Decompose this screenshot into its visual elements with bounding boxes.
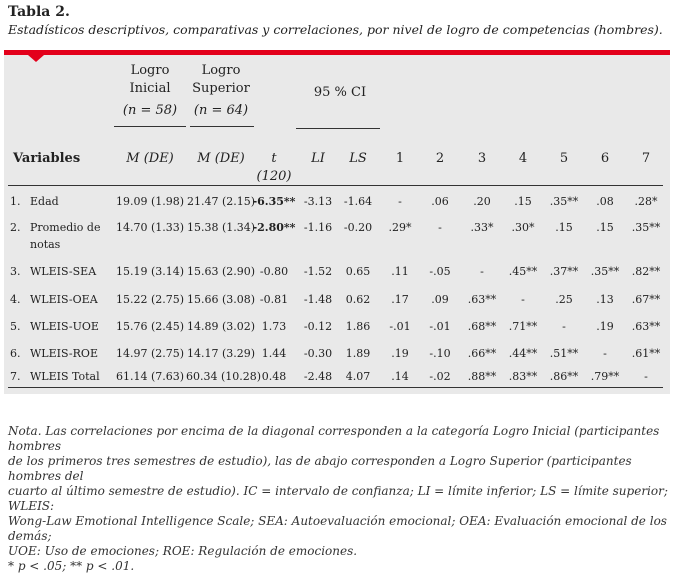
cell-c5: .86** bbox=[549, 370, 579, 383]
ci-header: 95 % CI bbox=[313, 85, 367, 100]
cell-li: -0.30 bbox=[303, 347, 333, 360]
cell-li: -1.52 bbox=[303, 265, 333, 278]
cell-n: 3. bbox=[10, 265, 21, 278]
cell-c5: .37** bbox=[549, 265, 579, 278]
group2-n: (n = 64) bbox=[193, 103, 249, 118]
cell-c1: .17 bbox=[391, 293, 409, 306]
cell-t: -2.80** bbox=[252, 221, 296, 234]
cell-variable: Promedio de bbox=[30, 221, 101, 234]
note-line-4: Wong-Law Emotional Intelligence Scale; SEA: Autoevaluación emocional; OEA: Evaluación emocional de los demás; bbox=[8, 514, 667, 543]
cell-c7: .61** bbox=[631, 347, 661, 360]
cell-m2: 15.63 (2.90) bbox=[186, 265, 256, 278]
cell-c4: .44** bbox=[508, 347, 538, 360]
cell-c5: .25 bbox=[555, 293, 573, 306]
cell-variable: Edad bbox=[30, 195, 59, 208]
cell-variable: WLEIS Total bbox=[30, 370, 100, 383]
t-header bbox=[252, 150, 296, 186]
cell-c4: - bbox=[521, 293, 525, 306]
group1-underline bbox=[114, 126, 186, 127]
cell-c5: .15 bbox=[555, 221, 573, 234]
cell-c2: .09 bbox=[431, 293, 449, 306]
cell-c1: .19 bbox=[391, 347, 409, 360]
cell-c6: .08 bbox=[596, 195, 614, 208]
cell-c2: -.01 bbox=[429, 320, 451, 333]
cell-m2: 15.66 (3.08) bbox=[186, 293, 256, 306]
cell-m1: 19.09 (1.98) bbox=[115, 195, 185, 208]
group1-header bbox=[114, 62, 186, 120]
cell-t: -6.35** bbox=[252, 195, 296, 208]
cell-c3: .63** bbox=[467, 293, 497, 306]
cell-n: 4. bbox=[10, 293, 21, 306]
cell-ls: 0.65 bbox=[345, 265, 371, 278]
accent-bar bbox=[4, 50, 670, 55]
cell-c4: .30* bbox=[511, 221, 535, 234]
m2-header: M (DE) bbox=[197, 151, 245, 166]
variables-header: Variables bbox=[13, 151, 81, 166]
group2-line2: Superior bbox=[192, 81, 250, 96]
cell-li: -2.48 bbox=[303, 370, 333, 383]
cell-c2: -.05 bbox=[429, 265, 451, 278]
cell-m1: 61.14 (7.63) bbox=[115, 370, 185, 383]
cell-ls: 1.86 bbox=[345, 320, 371, 333]
m1-header: M (DE) bbox=[126, 151, 174, 166]
cell-c3: .88** bbox=[467, 370, 497, 383]
cell-ls: 1.89 bbox=[345, 347, 371, 360]
cell-c6: .79** bbox=[590, 370, 620, 383]
cell-n: 5. bbox=[10, 320, 21, 333]
cell-c3: - bbox=[480, 265, 484, 278]
cell-c6: - bbox=[603, 347, 607, 360]
cell-c7: .67** bbox=[631, 293, 661, 306]
cell-c1: .29* bbox=[388, 221, 412, 234]
cell-li: -0.12 bbox=[303, 320, 333, 333]
cell-c6: .13 bbox=[596, 293, 614, 306]
cell-c3: .20 bbox=[473, 195, 491, 208]
li-header: LI bbox=[311, 151, 325, 166]
group2-underline bbox=[190, 126, 254, 127]
cell-n: 6. bbox=[10, 347, 21, 360]
cell-c5: .51** bbox=[549, 347, 579, 360]
cell-c1: -.01 bbox=[389, 320, 411, 333]
cell-t: -0.81 bbox=[259, 293, 289, 306]
cell-m2: 15.38 (1.34) bbox=[186, 221, 256, 234]
col7-header: 7 bbox=[641, 151, 651, 166]
cell-m1: 15.76 (2.45) bbox=[115, 320, 185, 333]
col1-header: 1 bbox=[395, 151, 405, 166]
cell-t: 0.48 bbox=[261, 370, 287, 383]
note-line-6: * p < .05; ** p < .01. bbox=[8, 559, 135, 573]
cell-c1: - bbox=[398, 195, 402, 208]
cell-c7: .28* bbox=[634, 195, 658, 208]
cell-li: -3.13 bbox=[303, 195, 333, 208]
cell-m1: 14.97 (2.75) bbox=[115, 347, 185, 360]
cell-c7: - bbox=[644, 370, 648, 383]
cell-c7: .35** bbox=[631, 221, 661, 234]
cell-c2: .06 bbox=[431, 195, 449, 208]
ci-underline bbox=[296, 128, 380, 129]
cell-c4: .83** bbox=[508, 370, 538, 383]
cell-c7: .82** bbox=[631, 265, 661, 278]
cell-ls: -1.64 bbox=[343, 195, 373, 208]
cell-m2: 14.17 (3.29) bbox=[186, 347, 256, 360]
group2-line1: Logro bbox=[201, 63, 241, 78]
cell-variable: WLEIS-OEA bbox=[30, 293, 98, 306]
bottom-rule bbox=[8, 387, 663, 388]
table-panel bbox=[4, 50, 670, 394]
header-rule bbox=[8, 185, 663, 186]
cell-n: 7. bbox=[10, 370, 21, 383]
table-subtitle: Estadísticos descriptivos, comparativas y correlaciones, por nivel de logro de competencias (hombres). bbox=[8, 22, 663, 37]
cell-c7: .63** bbox=[631, 320, 661, 333]
cell-ls: -0.20 bbox=[343, 221, 373, 234]
ls-header: LS bbox=[349, 151, 367, 166]
cell-m1: 15.19 (3.14) bbox=[115, 265, 185, 278]
note-line-3: cuarto al último semestre de estudio). IC = intervalo de confianza; LI = límite inferior; LS = límite superior; WLEIS: bbox=[8, 484, 668, 513]
cell-li: -1.16 bbox=[303, 221, 333, 234]
cell-ls: 4.07 bbox=[345, 370, 371, 383]
cell-c3: .68** bbox=[467, 320, 497, 333]
cell-t: 1.44 bbox=[261, 347, 287, 360]
note-line-5: UOE: Uso de emociones; ROE: Regulación de emociones. bbox=[8, 544, 358, 558]
cell-variable: WLEIS-SEA bbox=[30, 265, 97, 278]
cell-c3: .66** bbox=[467, 347, 497, 360]
cell-t: 1.73 bbox=[261, 320, 287, 333]
table-note bbox=[8, 424, 672, 574]
cell-variable: WLEIS-UOE bbox=[30, 320, 99, 333]
col6-header: 6 bbox=[600, 151, 610, 166]
cell-c4: .45** bbox=[508, 265, 538, 278]
cell-c3: .33* bbox=[470, 221, 494, 234]
cell-c2: -.10 bbox=[429, 347, 451, 360]
col4-header: 4 bbox=[518, 151, 528, 166]
cell-n: 2. bbox=[10, 221, 21, 234]
cell-c4: .71** bbox=[508, 320, 538, 333]
cell-m2: 21.47 (2.15) bbox=[186, 195, 256, 208]
col5-header: 5 bbox=[559, 151, 569, 166]
note-line-2: de los primeros tres semestres de estudio), las de abajo corresponden a Logro Superior (participantes hombres del bbox=[8, 454, 632, 483]
cell-c5: .35** bbox=[549, 195, 579, 208]
cell-n: 1. bbox=[10, 195, 21, 208]
group2-header bbox=[186, 62, 256, 120]
cell-m1: 14.70 (1.33) bbox=[115, 221, 185, 234]
cell-li: -1.48 bbox=[303, 293, 333, 306]
cell-c4: .15 bbox=[514, 195, 532, 208]
cell-c6: .35** bbox=[590, 265, 620, 278]
cell-variable: WLEIS-ROE bbox=[30, 347, 98, 360]
cell-c1: .11 bbox=[391, 265, 409, 278]
group1-line1: Logro bbox=[130, 63, 170, 78]
cell-c1: .14 bbox=[391, 370, 409, 383]
col2-header: 2 bbox=[435, 151, 445, 166]
note-line-1: Nota. Las correlaciones por encima de la diagonal corresponden a la categoría Logro Inicial (participantes hombres bbox=[8, 424, 660, 453]
cell-variable-line2: notas bbox=[30, 238, 61, 251]
t-header-text: t (120) bbox=[256, 151, 292, 184]
cell-c6: .15 bbox=[596, 221, 614, 234]
cell-ls: 0.62 bbox=[345, 293, 371, 306]
cell-c2: - bbox=[438, 221, 442, 234]
col3-header: 3 bbox=[477, 151, 487, 166]
cell-m2: 60.34 (10.28) bbox=[186, 370, 262, 383]
accent-notch bbox=[28, 55, 44, 62]
cell-c2: -.02 bbox=[429, 370, 451, 383]
group1-line2: Inicial bbox=[129, 81, 171, 96]
cell-c6: .19 bbox=[596, 320, 614, 333]
group1-n: (n = 58) bbox=[122, 103, 178, 118]
cell-t: -0.80 bbox=[259, 265, 289, 278]
cell-c5: - bbox=[562, 320, 566, 333]
cell-m1: 15.22 (2.75) bbox=[115, 293, 185, 306]
cell-m2: 14.89 (3.02) bbox=[186, 320, 256, 333]
table-title: Tabla 2. bbox=[8, 4, 70, 20]
